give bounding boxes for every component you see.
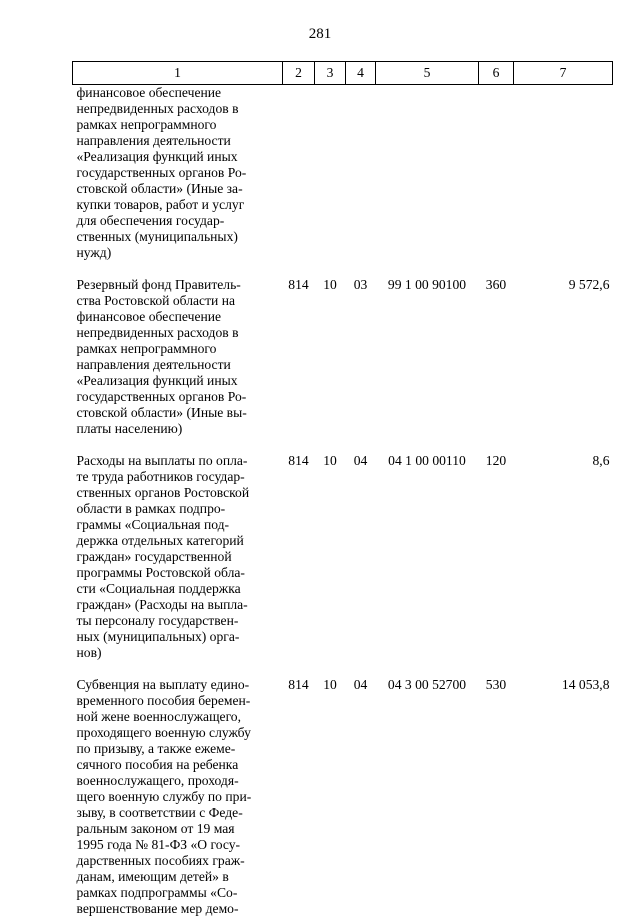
description-line: направления деятельности [76,357,231,372]
col-header-3: 3 [315,62,346,85]
description-line: ственных органов Ростовской [76,485,250,500]
subsection-code: 04 [353,677,368,692]
table-row [73,85,613,262]
description-line: непредвиденных расходов в [76,325,239,340]
description-line: граждан» (Расходы на выпла- [76,597,248,612]
expense-type-code [479,85,514,262]
description-line: данам, имеющим детей» в [76,869,229,884]
description-line: рамках непрограммного [76,341,217,356]
description-line: военнослужащего, проходя- [76,773,239,788]
description-line: нов) [76,645,102,660]
description-line: вершенствование мер демо- [76,901,239,916]
subsection-code [346,85,376,262]
description-line: финансовое обеспечение [76,85,222,100]
subsection-code: 04 [353,453,368,468]
description-line: ства Ростовской области на [76,293,235,308]
description-line: купки товаров, работ и услуг [76,197,245,212]
ministry-code: 814 [288,677,309,692]
description-line: рамках подпрограммы «Со- [76,885,238,900]
col-header-5: 5 [376,62,479,85]
description-line: щего военную службу по при- [76,789,252,804]
description-line: государственных органов Ро- [76,389,247,404]
amount: 9 572,6 [568,277,610,292]
budget-table [72,61,613,917]
description-line: Резервный фонд Правитель- [76,277,241,292]
description-line: граждан» государственной [76,549,232,564]
row-description [73,85,283,262]
row-description [73,677,283,917]
table-row [73,677,613,917]
description-line: держка отдельных категорий [76,533,244,548]
description-line: проходящего военную службу [76,725,251,740]
description-line: стовской области» (Иные вы- [76,405,247,420]
description-line: 1995 года № 81-ФЗ «О госу- [76,837,241,852]
expense-type-code: 530 [485,677,507,692]
description-line: области в рамках подпро- [76,501,226,516]
table-row [73,453,613,661]
col-header-1: 1 [73,62,283,85]
target-article-code [376,85,479,262]
expense-type-code: 120 [485,453,507,468]
description-line: по призыву, а также ежеме- [76,741,236,756]
description-line: дарственных пособиях граж- [76,853,245,868]
section-code: 10 [323,677,337,692]
description-line: финансовое обеспечение [76,309,222,324]
section-code: 10 [323,277,337,292]
description-line: Субвенция на выплату едино- [76,677,250,692]
col-header-6: 6 [479,62,514,85]
description-line: рамках непрограммного [76,117,217,132]
description-line: ной жене военнослужащего, [76,709,241,724]
section-code: 10 [323,453,337,468]
target-article-code: 99 1 00 90100 [387,277,467,292]
description-line: государственных органов Ро- [76,165,247,180]
description-line: граммы «Социальная под- [76,517,230,532]
description-line: «Реализация функций иных [76,373,238,388]
col-header-7: 7 [514,62,613,85]
header-row [73,62,613,85]
description-line: ственных (муниципальных) [76,229,238,244]
ministry-code: 814 [288,277,309,292]
description-line: ральным законом от 19 мая [76,821,235,836]
subsection-code: 03 [353,277,368,292]
ministry-code: 814 [288,453,309,468]
amount: 8,6 [592,453,610,468]
description-line: ных (муниципальных) орга- [76,629,240,644]
description-line: ты персоналу государствен- [76,613,239,628]
target-article-code: 04 3 00 52700 [387,677,467,692]
row-description [73,277,283,437]
description-line: зыву, в соответствии с Феде- [76,805,243,820]
expense-type-code: 360 [485,277,507,292]
description-line: нужд) [76,245,112,260]
description-line: сячного пособия на ребенка [76,757,239,772]
description-line: программы Ростовской обла- [76,565,245,580]
description-line: те труда работников государ- [76,469,245,484]
description-line: Расходы на выплаты по опла- [76,453,248,468]
ministry-code [283,85,315,262]
amount [514,85,613,262]
description-line: направления деятельности [76,133,231,148]
description-line: платы населению) [76,421,183,436]
description-line: «Реализация функций иных [76,149,238,164]
col-header-4: 4 [346,62,376,85]
description-line: непредвиденных расходов в [76,101,239,116]
section-code [315,85,346,262]
page-number: 281 [308,26,332,42]
col-header-2: 2 [283,62,315,85]
target-article-code: 04 1 00 00110 [388,453,466,468]
description-line: временного пособия беремен- [76,693,251,708]
row-description [73,453,283,661]
description-line: для обеспечения государ- [76,213,225,228]
amount: 14 053,8 [561,677,610,692]
description-line: сти «Социальная поддержка [76,581,241,596]
table-row [73,277,613,437]
description-line: стовской области» (Иные за- [76,181,243,196]
